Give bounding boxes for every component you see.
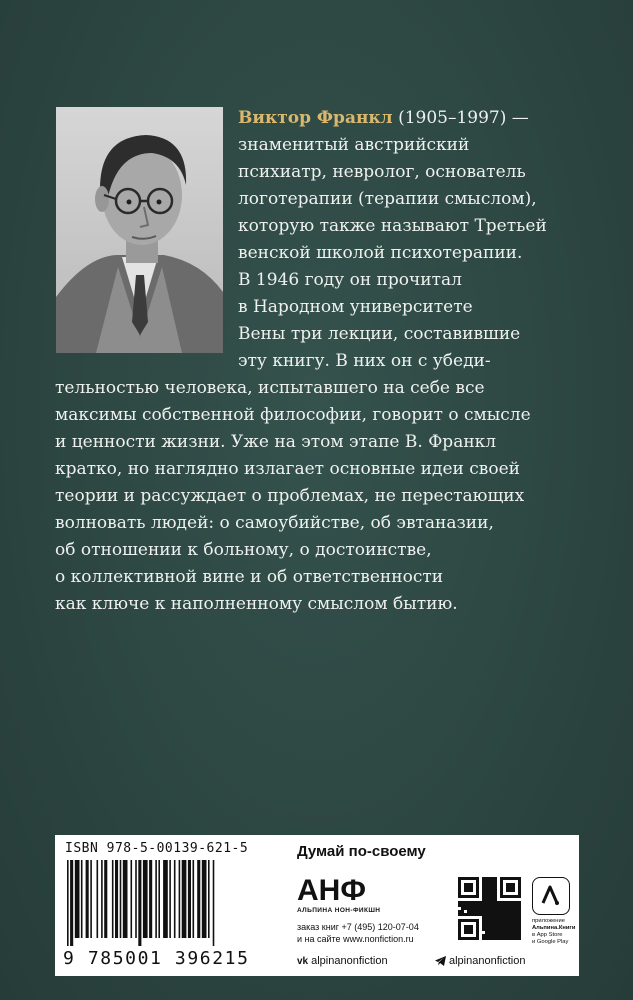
publisher-panel [55,835,579,976]
bio-line-19: как ключе к наполненному смыслом бытию. [55,594,458,614]
bio-line-5: которую также называют Третьей [238,216,547,236]
bio-line-6: венской школой психотерапии. [238,243,523,263]
bio-line-9: Вены три лекции, составившие [238,324,521,344]
isbn-text: ISBN 978-5-00139-621-5 [65,841,249,856]
telegram-link[interactable] [435,955,525,967]
order-phone: заказ книг +7 (495) 120-07-04 [297,922,419,932]
author-years: (1905–1997) — [392,108,529,128]
app-line-2: Альпина.Книги [532,925,576,931]
app-info [532,918,578,946]
bio-line-12: максимы собственной философии, говорит о смысле [55,405,531,425]
app-line-3: в App Store [532,932,563,938]
bio-line-1 [238,106,529,130]
bio-line-15: теории и рассуждает о проблемах, не перестающих [55,486,525,506]
app-line-4: и Google Play [532,939,569,945]
bio-line-7: В 1946 году он прочитал [238,270,462,290]
vk-icon: vk [297,955,309,967]
publisher-slogan: Думай по-своему [297,843,426,860]
bio-line-13: и ценности жизни. Уже на этом этапе В. Франкл [55,432,497,452]
author-portrait-image [56,107,223,353]
bio-line-2: знаменитый австрийский [238,135,470,155]
bio-line-11: тельностью человека, испытавшего на себе все [55,378,485,398]
author-photo [56,107,223,353]
vk-handle: alpinanonfiction [311,955,388,967]
bio-line-4: логотерапии (терапии смыслом), [238,189,537,209]
barcode-icon [63,860,285,948]
barcode-digits: 9 785001 396215 [63,948,250,969]
qr-code-icon [458,877,522,941]
bio-line-8: в Народном университете [238,297,473,317]
bio-line-14: кратко, но наглядно излагает основные идеи своей [55,459,520,479]
app-line-1: приложение [532,918,565,924]
vk-link[interactable] [297,955,388,967]
publisher-name: АЛЬПИНА НОН-ФИКШН [297,907,381,914]
bio-line-18: о коллективной вине и об ответственности [55,567,444,587]
bio-line-10: эту книгу. В них он с убеди- [238,351,491,371]
telegram-handle: alpinanonfiction [449,955,526,967]
bio-line-3: психиатр, невролог, основатель [238,162,526,182]
publisher-logo-text: АНФ [297,875,366,903]
publisher-logo-icon [297,875,387,903]
telegram-icon [435,956,446,966]
app-logo-icon [532,877,570,915]
author-name: Виктор Франкл [238,108,393,128]
bio-line-17: об отношении к больному, о достоинстве, [55,540,432,560]
bio-line-16: волновать людей: о самоубийстве, об эвтаназии, [55,513,494,533]
order-info [297,921,419,945]
order-website: и на сайте www.nonfiction.ru [297,934,414,944]
